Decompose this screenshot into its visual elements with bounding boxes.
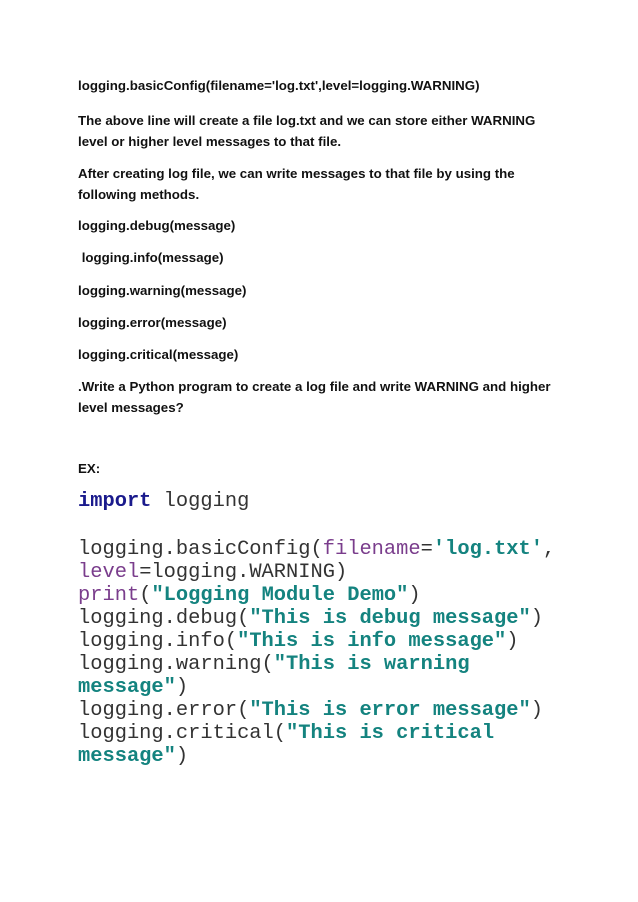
code-text: logging.critical( [78, 722, 287, 745]
code-text: logging [151, 490, 250, 513]
description-line-1: The above line will create a file log.txt and we can store either WARNING [78, 113, 536, 128]
code-text: ) [506, 630, 519, 653]
methods-intro-line-2: following methods. [78, 187, 200, 202]
code-text: ) [530, 607, 543, 630]
code-line-import [78, 490, 249, 513]
methods-intro-line-1: After creating log file, we can write messages to that file by using the [78, 166, 515, 181]
code-line-level [78, 561, 347, 584]
code-line-error [78, 699, 543, 722]
question-line-1: .Write a Python program to create a log file and write WARNING and higher [78, 379, 551, 394]
code-line-print [78, 584, 421, 607]
code-text: ) [408, 584, 421, 607]
description-line-2: level or higher level messages to that file. [78, 134, 342, 149]
builtin-print: print [78, 584, 140, 607]
code-text: ( [139, 584, 152, 607]
question-line-2: level messages? [78, 400, 184, 415]
string-literal: "This is info message" [237, 630, 507, 653]
method-error: logging.error(message) [78, 315, 227, 330]
string-literal: "This is critical [286, 722, 495, 745]
code-text: logging.warning( [78, 653, 274, 676]
example-label: EX: [78, 461, 101, 476]
code-text: logging.info( [78, 630, 238, 653]
code-text: logging.error( [78, 699, 250, 722]
method-critical: logging.critical(message) [78, 347, 239, 362]
code-text: logging.debug( [78, 607, 250, 630]
code-text: , [543, 538, 556, 561]
code-line-warning-cont [78, 676, 188, 699]
code-text: logging.basicConfig( [78, 538, 323, 561]
code-line-critical [78, 722, 494, 745]
param-filename: filename [322, 538, 421, 561]
code-line-critical-cont [78, 745, 188, 768]
string-literal: message" [78, 745, 176, 768]
code-text: ) [175, 745, 189, 768]
method-warning: logging.warning(message) [78, 283, 247, 298]
string-literal: "This is error message" [249, 699, 531, 722]
string-literal: 'log.txt' [432, 538, 544, 561]
string-literal: "This is warning [273, 653, 470, 676]
code-text: ) [530, 699, 543, 722]
code-line-basicconfig [78, 538, 555, 561]
basicconfig-line: logging.basicConfig(filename='log.txt',level=logging.WARNING) [78, 78, 480, 93]
method-info: logging.info(message) [78, 250, 224, 265]
code-line-debug [78, 607, 543, 630]
param-level: level [78, 561, 140, 584]
keyword-import: import [78, 490, 152, 513]
string-literal: message" [78, 676, 176, 699]
method-debug: logging.debug(message) [78, 218, 236, 233]
code-text: = [420, 538, 433, 561]
code-text: ) [175, 676, 189, 699]
code-text: =logging.WARNING) [139, 561, 348, 584]
code-line-warning [78, 653, 470, 676]
string-literal: "This is debug message" [249, 607, 531, 630]
code-line-info [78, 630, 519, 653]
string-literal: "Logging Module Demo" [151, 584, 409, 607]
